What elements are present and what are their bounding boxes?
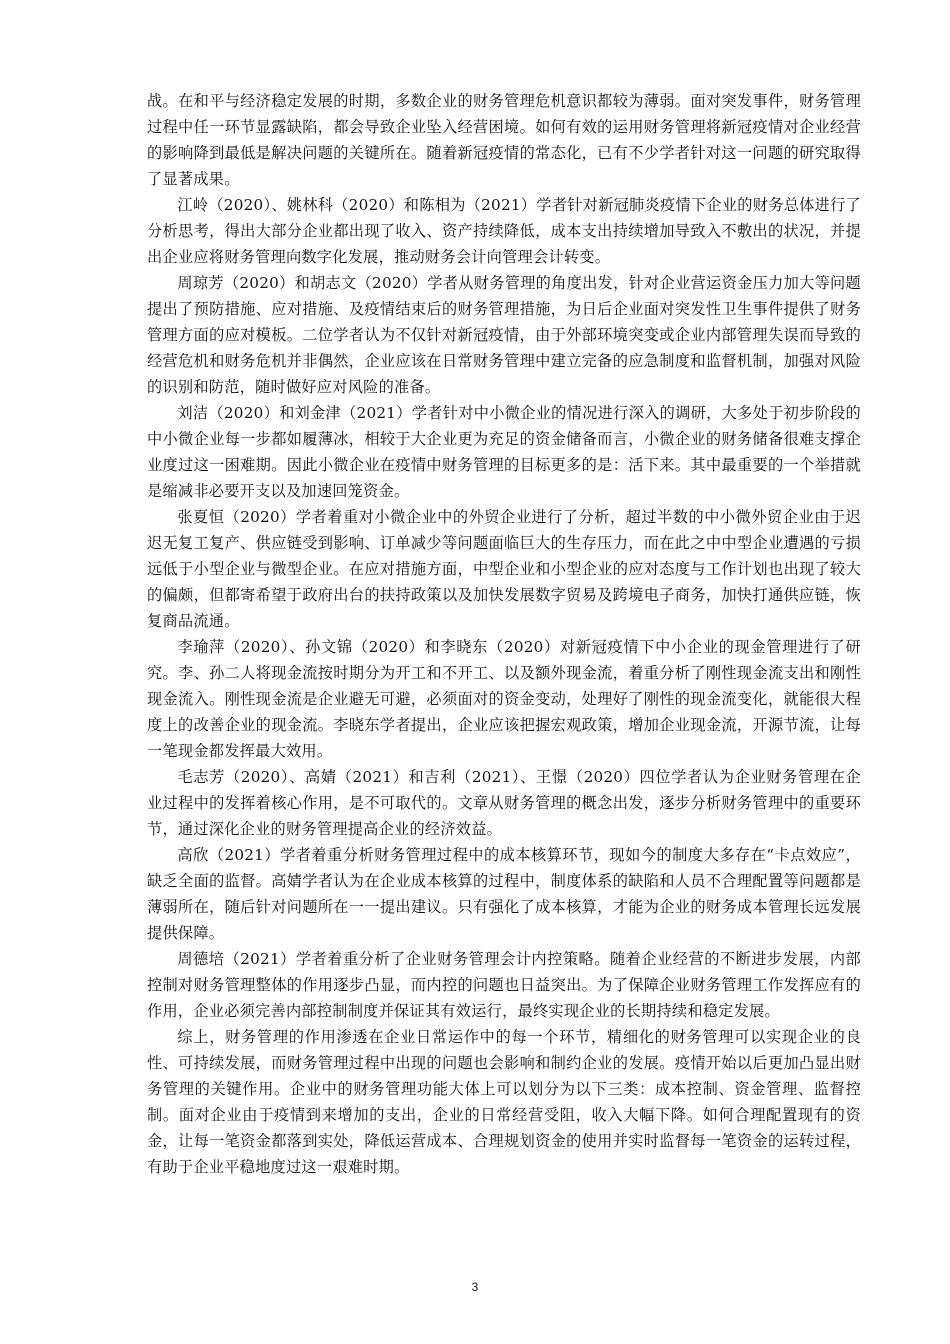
paragraph-zhoudepei: 周德培（2021）学者着重分析了企业财务管理会计内控策略。随着企业经营的不断进步发展，内部控制对财务管理整体的作用逐步凸显，而内控的问题也日益突出。为了保障企业财务管理工作发挥应有的作用，企业必须完善内部控制制度并保证其有效运行，最终实现企业的长期持续和稳定发展。: [147, 950, 861, 1020]
paragraph-liujie: 刘洁（2020）和刘金津（2021）学者针对中小微企业的情况进行深入的调研，大多处于初步阶段的中小微企业每一步都如履薄冰，相较于大企业更为充足的资金储备而言，小微企业的财务储备很难支撑企业度过这一困难期。因此小微企业在疫情中财务管理的目标更多的是：活下来。其中最重要的一个举措就是缩减非必要开支以及加速回笼资金。: [147, 404, 861, 500]
paragraph-continuation: 战。在和平与经济稳定发展的时期，多数企业的财务管理危机意识都较为薄弱。面对突发事件，财务管理过程中任一环节显露缺陷，都会导致企业坠入经营困境。如何有效的运用财务管理将新冠疫情对企业经营的影响降到最低是解决问题的关键所在。随着新冠疫情的常态化，已有不少学者针对这一问题的研究取得了显著成果。: [147, 92, 861, 188]
paragraph-summary: 综上，财务管理的作用渗透在企业日常运作中的每一个环节，精细化的财务管理可以实现企业的良性、可持续发展，而财务管理过程中出现的问题也会影响和制约企业的发展。疫情开始以后更加凸显出财务管理的关键作用。企业中的财务管理功能大体上可以划分为以下三类：成本控制、资金管理、监督控制。面对企业由于疫情到来增加的支出，企业的日常经营受阻，收入大幅下降。如何合理配置现有的资金，让每一笔资金都落到实处，降低运营成本、合理规划资金的使用并实时监督每一笔资金的运转过程，有助于企业平稳地度过这一艰难时期。: [147, 1028, 861, 1176]
paragraph-gaoxin: 高欣（2021）学者着重分析财务管理过程中的成本核算环节，现如今的制度大多存在“卡点效应”，缺乏全面的监督。高婧学者认为在企业成本核算的过程中，制度体系的缺陷和人员不合理配置等问题都是薄弱所在，随后针对问题所在一一提出建议。只有强化了成本核算，才能为企业的财务成本管理长远发展提供保障。: [147, 846, 861, 942]
paragraph-jiangling: 江岭（2020）、姚林科（2020）和陈相为（2021）学者针对新冠肺炎疫情下企业的财务总体进行了分析思考，得出大部分企业都出现了收入、资产持续降低，成本支出持续增加导致入不敷出的状况，并提出企业应将财务管理向数字化发展，推动财务会计向管理会计转变。: [147, 196, 861, 266]
paragraph-maozhifang: 毛志芳（2020）、高婧（2021）和吉利（2021）、王憬（2020）四位学者认为企业财务管理在企业过程中的发挥着核心作用，是不可取代的。文章从财务管理的概念出发，逐步分析财务管理中的重要环节，通过深化企业的财务管理提高企业的经济效益。: [147, 768, 861, 838]
page-number: 3: [471, 1280, 479, 1294]
paragraph-zhangxiaheng: 张夏恒（2020）学者着重对小微企业中的外贸企业进行了分析，超过半数的中小微外贸企业由于迟迟无复工复产、供应链受到影响、订单减少等问题面临巨大的生存压力，而在此之中中型企业遭遇的亏损远低于小型企业与微型企业。在应对措施方面，中型企业和小型企业的应对态度与工作计划也出现了较大的偏颇，但都寄希望于政府出台的扶持政策以及加快发展数字贸易及跨境电子商务，加快打通供应链，恢复商品流通。: [147, 508, 861, 630]
paragraph-liyuping: 李瑜萍（2020）、孙文锦（2020）和李晓东（2020）对新冠疫情下中小企业的现金管理进行了研究。李、孙二人将现金流按时期分为开工和不开工、以及额外现金流，着重分析了刚性现金流支出和刚性现金流入。刚性现金流是企业避无可避，必须面对的资金变动，处理好了刚性的现金流变化，就能很大程度上的改善企业的现金流。李晓东学者提出，企业应该把握宏观政策，增加企业现金流，开源节流，让每一笔现金都发挥最大效用。: [147, 638, 861, 760]
paragraph-zhouqiongfang: 周琼芳（2020）和胡志文（2020）学者从财务管理的角度出发，针对企业营运资金压力加大等问题提出了预防措施、应对措施、及疫情结束后的财务管理措施，为日后企业面对突发性卫生事件提供了财务管理方面的应对模板。二位学者认为不仅针对新冠疫情，由于外部环境突变或企业内部管理失误而导致的经营危机和财务危机并非偶然，企业应该在日常财务管理中建立完备的应急制度和监督机制，加强对风险的识别和防范，随时做好应对风险的准备。: [147, 274, 861, 396]
document-body: [147, 88, 861, 1180]
